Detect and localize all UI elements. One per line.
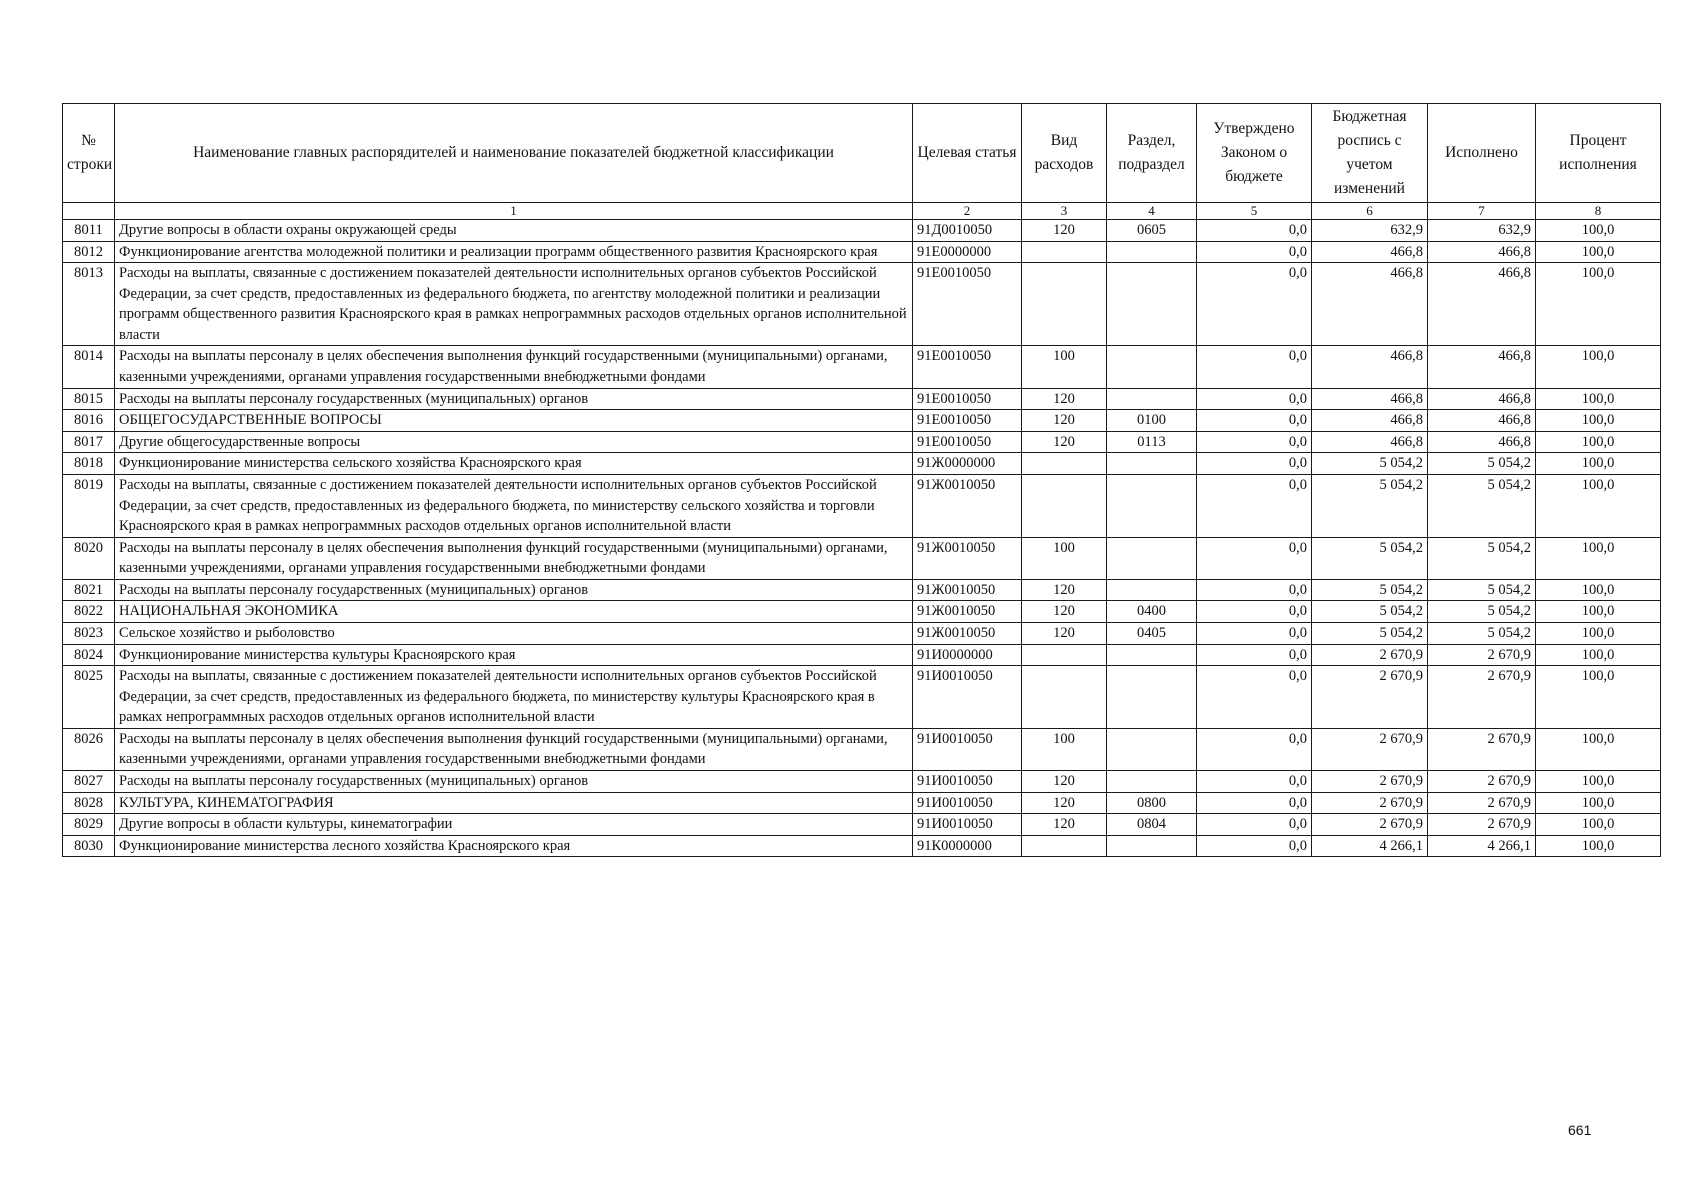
row-name: Функционирование министерства лесного хозяйства Красноярского края	[115, 835, 913, 857]
row-budget-schedule: 2 670,9	[1312, 771, 1428, 793]
table-row	[63, 644, 1661, 666]
header-budget-schedule: Бюджетная роспись с учетом изменений	[1312, 104, 1428, 203]
row-executed: 466,8	[1428, 241, 1536, 263]
row-executed: 466,8	[1428, 431, 1536, 453]
row-budget-schedule: 466,8	[1312, 410, 1428, 432]
row-number: 8014	[63, 346, 115, 388]
row-expense-type: 120	[1022, 410, 1107, 432]
row-target-article: 91Е0010050	[913, 431, 1022, 453]
row-approved: 0,0	[1197, 601, 1312, 623]
row-section	[1107, 771, 1197, 793]
row-target-article: 91Е0010050	[913, 388, 1022, 410]
row-budget-schedule: 5 054,2	[1312, 601, 1428, 623]
row-section: 0405	[1107, 622, 1197, 644]
row-section	[1107, 644, 1197, 666]
row-name: Расходы на выплаты, связанные с достижением показателей деятельности исполнительных органов субъектов Российской Федерации, за счет средств, предоставленных из федерального бюджета, по агентству молодежной политики и реализации программ общественного развития Красноярского края в рамках непрограммных расходов отдельных органов исполнительной власти	[115, 263, 913, 346]
row-executed: 5 054,2	[1428, 622, 1536, 644]
row-target-article: 91Ж0010050	[913, 601, 1022, 623]
row-target-article: 91Ж0010050	[913, 537, 1022, 579]
column-number: 1	[115, 203, 913, 220]
row-approved: 0,0	[1197, 474, 1312, 537]
row-name: Расходы на выплаты персоналу в целях обеспечения выполнения функций государственными (муниципальными) органами, казенными учреждениями, органами управления государственными внебюджетными фондами	[115, 728, 913, 770]
column-number: 8	[1536, 203, 1661, 220]
row-approved: 0,0	[1197, 644, 1312, 666]
table-row	[63, 537, 1661, 579]
row-executed: 2 670,9	[1428, 814, 1536, 836]
row-name: Расходы на выплаты персоналу государственных (муниципальных) органов	[115, 771, 913, 793]
row-expense-type	[1022, 835, 1107, 857]
row-executed: 466,8	[1428, 388, 1536, 410]
row-percent: 100,0	[1536, 346, 1661, 388]
row-approved: 0,0	[1197, 241, 1312, 263]
row-name: Сельское хозяйство и рыболовство	[115, 622, 913, 644]
row-target-article: 91И0010050	[913, 771, 1022, 793]
row-expense-type	[1022, 453, 1107, 475]
row-percent: 100,0	[1536, 579, 1661, 601]
row-number: 8021	[63, 579, 115, 601]
row-section: 0400	[1107, 601, 1197, 623]
row-name: Расходы на выплаты персоналу в целях обеспечения выполнения функций государственными (муниципальными) органами, казенными учреждениями, органами управления государственными внебюджетными фондами	[115, 537, 913, 579]
header-row-number: № строки	[63, 104, 115, 203]
row-executed: 466,8	[1428, 410, 1536, 432]
row-budget-schedule: 5 054,2	[1312, 474, 1428, 537]
table-row	[63, 814, 1661, 836]
row-expense-type	[1022, 241, 1107, 263]
row-budget-schedule: 5 054,2	[1312, 579, 1428, 601]
row-expense-type: 120	[1022, 622, 1107, 644]
row-target-article: 91И0010050	[913, 728, 1022, 770]
table-row	[63, 835, 1661, 857]
row-executed: 4 266,1	[1428, 835, 1536, 857]
table-row	[63, 771, 1661, 793]
row-target-article: 91И0000000	[913, 644, 1022, 666]
table-row	[63, 666, 1661, 729]
row-budget-schedule: 5 054,2	[1312, 537, 1428, 579]
row-section: 0605	[1107, 220, 1197, 242]
row-approved: 0,0	[1197, 410, 1312, 432]
header-expense-type: Вид расходов	[1022, 104, 1107, 203]
row-target-article: 91Ж0010050	[913, 579, 1022, 601]
row-approved: 0,0	[1197, 771, 1312, 793]
row-budget-schedule: 466,8	[1312, 241, 1428, 263]
row-number: 8017	[63, 431, 115, 453]
table-row	[63, 601, 1661, 623]
row-budget-schedule: 2 670,9	[1312, 666, 1428, 729]
row-executed: 5 054,2	[1428, 579, 1536, 601]
row-target-article: 91Е0010050	[913, 410, 1022, 432]
column-number: 4	[1107, 203, 1197, 220]
row-executed: 466,8	[1428, 263, 1536, 346]
row-approved: 0,0	[1197, 263, 1312, 346]
row-number: 8011	[63, 220, 115, 242]
row-section	[1107, 474, 1197, 537]
row-approved: 0,0	[1197, 728, 1312, 770]
column-number: 5	[1197, 203, 1312, 220]
row-budget-schedule: 2 670,9	[1312, 814, 1428, 836]
row-approved: 0,0	[1197, 835, 1312, 857]
row-executed: 466,8	[1428, 346, 1536, 388]
row-approved: 0,0	[1197, 579, 1312, 601]
row-percent: 100,0	[1536, 835, 1661, 857]
row-section	[1107, 835, 1197, 857]
table-row	[63, 220, 1661, 242]
row-budget-schedule: 466,8	[1312, 263, 1428, 346]
row-approved: 0,0	[1197, 220, 1312, 242]
row-section	[1107, 346, 1197, 388]
row-expense-type: 120	[1022, 601, 1107, 623]
row-name: ОБЩЕГОСУДАРСТВЕННЫЕ ВОПРОСЫ	[115, 410, 913, 432]
row-approved: 0,0	[1197, 431, 1312, 453]
row-executed: 2 670,9	[1428, 666, 1536, 729]
row-percent: 100,0	[1536, 241, 1661, 263]
row-section	[1107, 453, 1197, 475]
row-name: Расходы на выплаты персоналу государственных (муниципальных) органов	[115, 388, 913, 410]
row-percent: 100,0	[1536, 601, 1661, 623]
header-percent: Процент исполнения	[1536, 104, 1661, 203]
row-name: КУЛЬТУРА, КИНЕМАТОГРАФИЯ	[115, 792, 913, 814]
table-row	[63, 346, 1661, 388]
row-number: 8013	[63, 263, 115, 346]
table-row	[63, 622, 1661, 644]
row-percent: 100,0	[1536, 728, 1661, 770]
column-number: 2	[913, 203, 1022, 220]
table-row	[63, 388, 1661, 410]
row-name: Расходы на выплаты, связанные с достижением показателей деятельности исполнительных органов субъектов Российской Федерации, за счет средств, предоставленных из федерального бюджета, по министерству культуры Красноярского края в рамках непрограммных расходов отдельных органов исполнительной власти	[115, 666, 913, 729]
row-budget-schedule: 2 670,9	[1312, 644, 1428, 666]
row-number: 8020	[63, 537, 115, 579]
row-number: 8022	[63, 601, 115, 623]
header-executed: Исполнено	[1428, 104, 1536, 203]
row-budget-schedule: 2 670,9	[1312, 728, 1428, 770]
row-number: 8030	[63, 835, 115, 857]
row-percent: 100,0	[1536, 263, 1661, 346]
row-approved: 0,0	[1197, 388, 1312, 410]
row-name: Функционирование министерства сельского хозяйства Красноярского края	[115, 453, 913, 475]
row-target-article: 91Д0010050	[913, 220, 1022, 242]
row-section: 0100	[1107, 410, 1197, 432]
row-percent: 100,0	[1536, 814, 1661, 836]
table-row	[63, 579, 1661, 601]
row-expense-type: 120	[1022, 814, 1107, 836]
row-percent: 100,0	[1536, 453, 1661, 475]
row-executed: 2 670,9	[1428, 728, 1536, 770]
row-target-article: 91И0010050	[913, 666, 1022, 729]
row-section	[1107, 666, 1197, 729]
table-row	[63, 792, 1661, 814]
row-section	[1107, 263, 1197, 346]
row-executed: 5 054,2	[1428, 601, 1536, 623]
table-row	[63, 474, 1661, 537]
column-number	[63, 203, 115, 220]
row-target-article: 91К0000000	[913, 835, 1022, 857]
row-percent: 100,0	[1536, 474, 1661, 537]
row-name: Другие общегосударственные вопросы	[115, 431, 913, 453]
row-expense-type: 120	[1022, 431, 1107, 453]
row-section: 0800	[1107, 792, 1197, 814]
row-target-article: 91Е0000000	[913, 241, 1022, 263]
row-name: Расходы на выплаты персоналу государственных (муниципальных) органов	[115, 579, 913, 601]
row-approved: 0,0	[1197, 453, 1312, 475]
row-section	[1107, 537, 1197, 579]
row-number: 8012	[63, 241, 115, 263]
row-target-article: 91Ж0010050	[913, 622, 1022, 644]
row-budget-schedule: 632,9	[1312, 220, 1428, 242]
row-approved: 0,0	[1197, 622, 1312, 644]
row-approved: 0,0	[1197, 666, 1312, 729]
row-expense-type	[1022, 263, 1107, 346]
row-budget-schedule: 5 054,2	[1312, 453, 1428, 475]
row-percent: 100,0	[1536, 792, 1661, 814]
row-percent: 100,0	[1536, 771, 1661, 793]
column-number: 6	[1312, 203, 1428, 220]
row-approved: 0,0	[1197, 346, 1312, 388]
row-percent: 100,0	[1536, 537, 1661, 579]
row-number: 8016	[63, 410, 115, 432]
row-expense-type: 120	[1022, 220, 1107, 242]
row-budget-schedule: 466,8	[1312, 388, 1428, 410]
row-expense-type	[1022, 644, 1107, 666]
row-number: 8027	[63, 771, 115, 793]
row-percent: 100,0	[1536, 220, 1661, 242]
row-percent: 100,0	[1536, 410, 1661, 432]
row-budget-schedule: 4 266,1	[1312, 835, 1428, 857]
header-target-article: Целевая статья	[913, 104, 1022, 203]
table-row	[63, 431, 1661, 453]
table-row	[63, 728, 1661, 770]
row-number: 8015	[63, 388, 115, 410]
row-expense-type: 120	[1022, 792, 1107, 814]
page-number: 661	[1568, 1122, 1592, 1138]
header-section: Раздел, подраздел	[1107, 104, 1197, 203]
row-name: Другие вопросы в области культуры, кинематографии	[115, 814, 913, 836]
row-section: 0113	[1107, 431, 1197, 453]
row-number: 8029	[63, 814, 115, 836]
row-percent: 100,0	[1536, 644, 1661, 666]
header-name: Наименование главных распорядителей и наименование показателей бюджетной классификации	[115, 104, 913, 203]
row-target-article: 91Ж0000000	[913, 453, 1022, 475]
row-percent: 100,0	[1536, 388, 1661, 410]
row-expense-type: 100	[1022, 728, 1107, 770]
row-expense-type	[1022, 666, 1107, 729]
table-body	[63, 220, 1661, 857]
row-number: 8023	[63, 622, 115, 644]
row-target-article: 91И0010050	[913, 792, 1022, 814]
row-number: 8025	[63, 666, 115, 729]
row-percent: 100,0	[1536, 666, 1661, 729]
row-target-article: 91Е0010050	[913, 263, 1022, 346]
row-expense-type: 120	[1022, 388, 1107, 410]
row-expense-type: 100	[1022, 537, 1107, 579]
row-approved: 0,0	[1197, 792, 1312, 814]
row-number: 8024	[63, 644, 115, 666]
table-row	[63, 241, 1661, 263]
row-section	[1107, 388, 1197, 410]
row-number: 8026	[63, 728, 115, 770]
row-target-article: 91Е0010050	[913, 346, 1022, 388]
row-section: 0804	[1107, 814, 1197, 836]
row-number: 8019	[63, 474, 115, 537]
row-name: Функционирование министерства культуры Красноярского края	[115, 644, 913, 666]
column-number: 7	[1428, 203, 1536, 220]
row-name: Другие вопросы в области охраны окружающей среды	[115, 220, 913, 242]
row-approved: 0,0	[1197, 814, 1312, 836]
row-expense-type: 120	[1022, 579, 1107, 601]
row-budget-schedule: 5 054,2	[1312, 622, 1428, 644]
header-approved: Утверждено Законом о бюджете	[1197, 104, 1312, 203]
row-percent: 100,0	[1536, 431, 1661, 453]
row-section	[1107, 241, 1197, 263]
row-executed: 2 670,9	[1428, 771, 1536, 793]
row-name: Расходы на выплаты персоналу в целях обеспечения выполнения функций государственными (муниципальными) органами, казенными учреждениями, органами управления государственными внебюджетными фондами	[115, 346, 913, 388]
row-expense-type: 120	[1022, 771, 1107, 793]
row-name: Функционирование агентства молодежной политики и реализации программ общественного развития Красноярского края	[115, 241, 913, 263]
row-executed: 5 054,2	[1428, 474, 1536, 537]
table-row	[63, 410, 1661, 432]
row-approved: 0,0	[1197, 537, 1312, 579]
row-executed: 5 054,2	[1428, 537, 1536, 579]
column-number: 3	[1022, 203, 1107, 220]
row-name: Расходы на выплаты, связанные с достижением показателей деятельности исполнительных органов субъектов Российской Федерации, за счет средств, предоставленных из федерального бюджета, по министерству сельского хозяйства и торговли Красноярского края в рамках непрограммных расходов отдельных органов исполнительной власти	[115, 474, 913, 537]
row-section	[1107, 728, 1197, 770]
column-number-row	[63, 203, 1661, 220]
row-budget-schedule: 466,8	[1312, 431, 1428, 453]
table-row	[63, 453, 1661, 475]
row-executed: 2 670,9	[1428, 792, 1536, 814]
row-section	[1107, 579, 1197, 601]
row-target-article: 91И0010050	[913, 814, 1022, 836]
row-number: 8018	[63, 453, 115, 475]
row-number: 8028	[63, 792, 115, 814]
row-expense-type	[1022, 474, 1107, 537]
row-target-article: 91Ж0010050	[913, 474, 1022, 537]
table-row	[63, 263, 1661, 346]
row-executed: 2 670,9	[1428, 644, 1536, 666]
row-executed: 632,9	[1428, 220, 1536, 242]
budget-execution-table	[62, 103, 1661, 857]
row-budget-schedule: 466,8	[1312, 346, 1428, 388]
row-name: НАЦИОНАЛЬНАЯ ЭКОНОМИКА	[115, 601, 913, 623]
row-percent: 100,0	[1536, 622, 1661, 644]
row-expense-type: 100	[1022, 346, 1107, 388]
row-executed: 5 054,2	[1428, 453, 1536, 475]
table-header	[63, 104, 1661, 220]
row-budget-schedule: 2 670,9	[1312, 792, 1428, 814]
